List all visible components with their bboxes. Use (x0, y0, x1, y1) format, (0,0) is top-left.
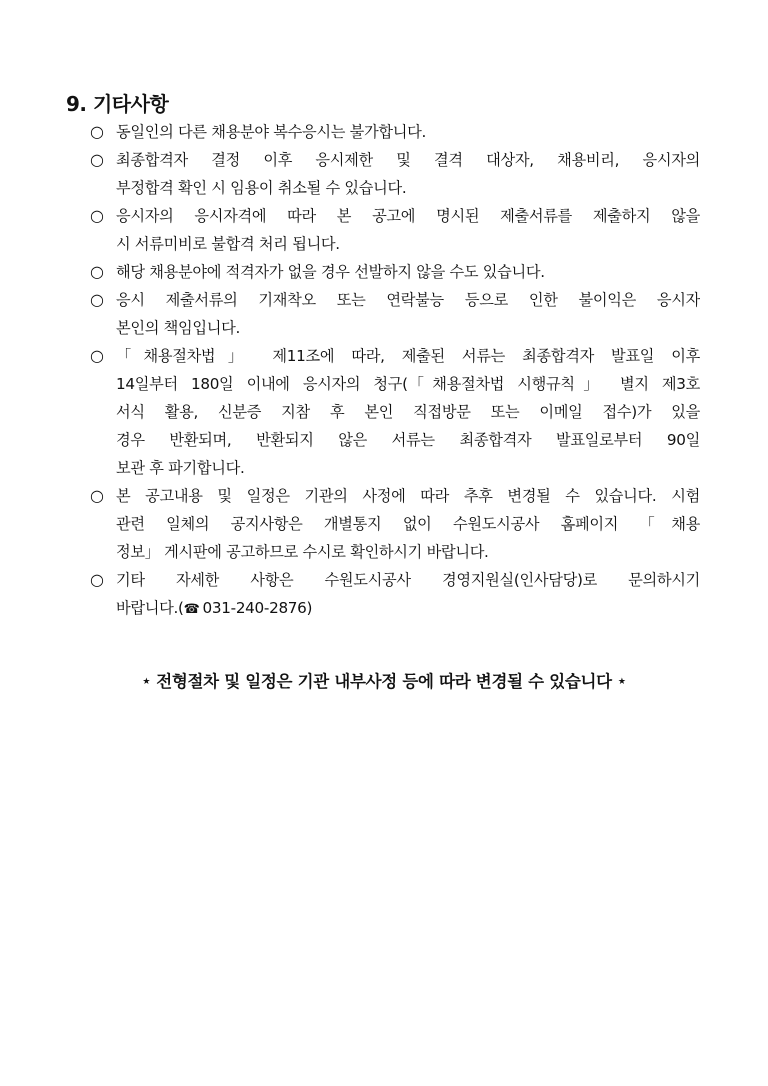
list-item (90, 118, 700, 146)
item-text-line: 14일부터 180일 이내에 응시자의 청구(「채용절차법 시행규칙」 별지 제3호 (116, 375, 700, 393)
item-text-line: 최종합격자 결정 이후 응시제한 및 결격 대상자, 채용비리, 응시자의 (116, 151, 700, 169)
item-text-line: 시 서류미비로 불합격 처리 됩니다. (116, 235, 340, 253)
list-item (90, 286, 700, 342)
list-item (90, 146, 700, 202)
star-icon: ★ (142, 677, 151, 687)
item-text-line: 해당 채용분야에 적격자가 없을 경우 선발하지 않을 수도 있습니다. (116, 263, 545, 281)
item-text-line: 본인의 책임입니다. (116, 319, 241, 337)
list-item (90, 342, 700, 482)
item-text-line: 관련 일체의 공지사항은 개별통지 없이 수원도시공사 홈페이지 「채용 (116, 515, 700, 533)
list-item (90, 566, 700, 622)
bullet-circle-icon: ○ (90, 206, 104, 225)
bullet-circle-icon: ○ (90, 150, 104, 169)
star-icon: ★ (617, 677, 626, 687)
notice-text: 전형절차 및 일정은 기관 내부사정 등에 따라 변경될 수 있습니다 (156, 672, 612, 691)
bullet-circle-icon: ○ (90, 122, 104, 141)
bullet-circle-icon: ○ (90, 486, 104, 505)
notes-list (90, 118, 700, 622)
contact-line (116, 594, 700, 622)
item-text-line: 본 공고내용 및 일정은 기관의 사정에 따라 추후 변경될 수 있습니다. 시험 (116, 487, 700, 505)
notice-banner (0, 668, 768, 692)
bullet-circle-icon: ○ (90, 346, 104, 365)
item-text-line: 경우 반환되며, 반환되지 않은 서류는 최종합격자 발표일로부터 90일 (116, 431, 700, 449)
bullet-circle-icon: ○ (90, 262, 104, 281)
item-text-line: 응시자의 응시자격에 따라 본 공고에 명시된 제출서류를 제출하지 않을 (116, 207, 700, 225)
contact-prefix: 바랍니다.( (116, 599, 184, 617)
item-text-line: 보관 후 파기합니다. (116, 459, 245, 477)
section-title: 기타사항 (92, 92, 169, 116)
bullet-circle-icon: ○ (90, 290, 104, 309)
item-text-line: 동일인의 다른 채용분야 복수응시는 불가합니다. (116, 123, 427, 141)
list-item (90, 258, 700, 286)
item-text-line: 응시 제출서류의 기재착오 또는 연락불능 등으로 인한 불이익은 응시자 (116, 291, 700, 309)
item-text-line: 「채용절차법」 제11조에 따라, 제출된 서류는 최종합격자 발표일 이후 (116, 347, 700, 365)
telephone-icon: ☎ (183, 602, 200, 617)
item-text-line: 정보」 게시판에 공고하므로 수시로 확인하시기 바랍니다. (116, 543, 489, 561)
section-number: 9. (66, 92, 87, 116)
item-text-line: 기타 자세한 사항은 수원도시공사 경영지원실(인사담당)로 문의하시기 (116, 571, 700, 589)
item-text-line: 서식 활용, 신분증 지참 후 본인 직접방문 또는 이메일 접수)가 있을 (116, 403, 700, 421)
section-heading (66, 88, 168, 117)
list-item (90, 482, 700, 566)
item-text-line: 부정합격 확인 시 임용이 취소될 수 있습니다. (116, 179, 407, 197)
bullet-circle-icon: ○ (90, 570, 104, 589)
list-item (90, 202, 700, 258)
phone-number: 031-240-2876) (202, 599, 313, 617)
